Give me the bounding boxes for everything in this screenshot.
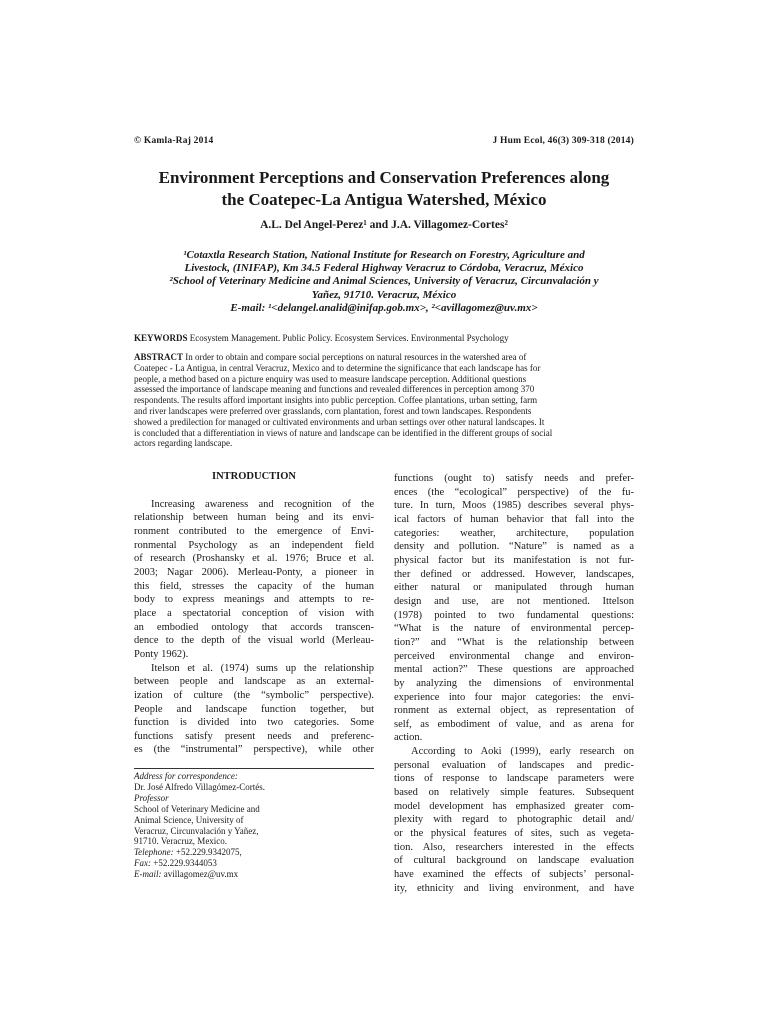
abstract-line: people, a method based on a picture enquiry was used to measure landscape perception. Additional questions (134, 373, 527, 384)
text-line: relationship between human being and its envi- (134, 512, 374, 524)
text-line: either natural or manipulated through human (394, 582, 634, 594)
correspondence-address-line: Veracruz, Circunvalación y Yañez, (134, 825, 259, 836)
text-line: between people and landscape as an external- (134, 676, 374, 688)
keywords-text: Ecosystem Management. Public Policy. Ecosystem Services. Environmental Psychology (189, 333, 509, 343)
text-line: based on relatively simple features. Subsequent (394, 787, 634, 799)
text-line: function is divided into two categories. Some (134, 717, 374, 729)
email-value: avillagomez@uv.mx (163, 869, 239, 880)
telephone-label: Telephone: (134, 847, 174, 858)
text-line: of research (Proshansky et al. 1976; Bruce et al. (134, 553, 374, 565)
text-line: ronment as external object, as representation of (394, 705, 634, 717)
paragraph (134, 662, 374, 758)
text-line: functions (ought to) satisfy needs and prefer- (394, 473, 634, 484)
abstract-line: actors regarding landscape. (134, 438, 233, 449)
text-line: place a spectatorial conception of vision with (134, 607, 374, 619)
text-line: (1978) pointed to two fundamental questions: (394, 609, 634, 621)
journal-citation-header: J Hum Ecol, 46(3) 309-318 (2014) (492, 136, 634, 146)
text-line: model development has emphasized greater com- (394, 800, 634, 812)
abstract-label: ABSTRACT (134, 352, 184, 362)
abstract-line: Coatepec - La Antigua, in central Veracruz, Mexico and to determine the significance that each landscape has for (134, 362, 541, 373)
text-line: Ponty 1962). (134, 648, 189, 660)
text-line: mental action?” These questions are approached (394, 664, 634, 676)
section-heading: INTRODUCTION (211, 471, 296, 482)
text-line: ther defined or addressed. However, landscapes, (394, 568, 634, 580)
left-column (134, 470, 374, 757)
authors: A.L. Del Angel-Perez¹ and J.A. Villagomez-Cortes² (260, 219, 508, 231)
abstract (134, 352, 634, 449)
text-line: design and use, are not mentioned. Ittelson (394, 595, 634, 607)
correspondence-address-line: 91710. Veracruz, Mexico. (134, 836, 228, 847)
abstract-line: showed a predilection for managed or cultivated environments and urban settings over other natural landscapes. It (134, 416, 545, 427)
text-line: Itelson et al. (1974) sums up the relationship (151, 662, 374, 674)
text-line: an embodied ontology that accords transcen- (134, 621, 374, 633)
text-line: have examined the effects of subjects’ personal- (394, 869, 634, 881)
text-line: dence to the depth of the visual world (Merleau- (134, 635, 374, 647)
paragraph (394, 745, 634, 895)
correspondence-label: Address for correspondence: (134, 771, 238, 781)
correspondence-title: Professor (134, 792, 169, 803)
right-column (394, 472, 634, 895)
text-line: “What is the nature of environmental percep- (394, 623, 634, 635)
article-title (100, 167, 668, 211)
copyright-header: © Kamla-Raj 2014 (134, 136, 214, 146)
text-line: personal evaluation of landscapes and predic- (394, 759, 634, 771)
paragraph (134, 498, 374, 662)
text-line: ical factors of human behavior that fall into the (394, 513, 634, 525)
text-line: tion?” and “What is the relationship between (394, 636, 634, 648)
text-line: tions of response to landscape parameters were (394, 773, 634, 785)
correspondence-address-line: School of Veterinary Medicine and (134, 803, 260, 814)
text-line: People and landscape function together, but (134, 703, 374, 715)
text-line: tion. Also, researchers interested in the effects (394, 841, 634, 853)
affiliation-line: Livestock, (INIFAP), Km 34.5 Federal Highway Veracruz to Córdoba, Veracruz, México (184, 262, 584, 275)
telephone-value: +52.229.9342075, (175, 847, 242, 858)
text-line: ronment contributed to the emergence of Envi- (134, 525, 374, 537)
abstract-line: and river landscapes were preferred over grasslands, corn plantation, forest and town landscapes. Respondents (134, 405, 532, 416)
text-line: this field, stresses the capacity of the human (134, 580, 374, 592)
text-line: perceived environmental change and environ- (394, 650, 634, 662)
email-line: E-mail: ¹<delangel.analid@inifap.gob.mx>, ²<avillagomez@uv.mx> (230, 301, 538, 314)
text-line: ity, ethnicity and living environment, and have (394, 882, 634, 894)
text-line: or the physical features of sites, such as vegeta- (394, 828, 634, 840)
text-line: density and pollution. “Nature” is named as a (394, 541, 634, 553)
email-label: E-mail: (134, 869, 162, 880)
text-line: ronmental Psychology as an independent field (134, 539, 374, 551)
text-line: functions satisfy present needs and preferenc- (134, 730, 374, 742)
text-line: ences (the “ecological” perspective) of the fu- (394, 486, 634, 498)
affiliation-line: Yañez, 91710. Veracruz, México (311, 288, 457, 301)
abstract-line: assessed the importance of landscape meaning and functions and revealed differences in perception among 370 (134, 384, 535, 395)
fax-label: Fax: (134, 858, 151, 869)
text-line: ization of culture (the “symbolic” perspective). (134, 689, 374, 701)
abstract-line: is concluded that a differentiation in views of nature and landscape can be identified in the different groups of social (134, 427, 553, 438)
footnote-rule (134, 768, 374, 769)
abstract-line: In order to obtain and compare social perceptions on natural resources in the watershed area of (185, 352, 527, 362)
text-line: action. (394, 732, 423, 744)
keywords (134, 333, 634, 343)
correspondence-address-line: Animal Science, University of (134, 814, 244, 825)
text-line: physical factor but its manifestation is not fur- (394, 554, 634, 566)
text-line: by analyzing the dimensions of environmental (394, 677, 634, 689)
text-line: ture. In turn, Moos (1985) describes several phys- (394, 500, 634, 512)
paragraph (394, 472, 634, 745)
affiliations (134, 249, 634, 315)
text-line: experience into four major categories: the envi- (394, 691, 634, 703)
text-line: categories: weather, architecture, population (394, 527, 634, 539)
text-line: plexity with regard to photographic detail and/ (394, 814, 634, 826)
text-line: body to express meanings and attempts to re- (134, 594, 374, 606)
correspondence-name: Dr. José Alfredo Villagómez-Cortés. (134, 781, 266, 792)
text-line: self, as embodiment of value, and as arena for (394, 718, 634, 730)
affiliation-line: ¹Cotaxtla Research Station, National Institute for Research on Forestry, Agriculture and (183, 249, 585, 261)
text-line: es (the “instrumental” perspective), while other (134, 744, 374, 756)
text-line: According to Aoki (1999), early research on (411, 746, 634, 758)
text-line: Increasing awareness and recognition of the (151, 498, 374, 510)
title-line: the Coatepec-La Antigua Watershed, México (221, 190, 547, 209)
text-line: 2003; Nagar 2006). Merleau-Ponty, a pioneer in (134, 566, 374, 578)
correspondence-block (134, 771, 374, 880)
abstract-line: respondents. The results afford important insights into public perception. Coffee plantations, urban setting, farm (134, 395, 538, 406)
fax-value: +52.229.9344053 (153, 858, 217, 869)
text-line: of cultural background on landscape evaluation (394, 855, 634, 867)
keywords-label: KEYWORDS (134, 333, 188, 343)
affiliation-line: ²School of Veterinary Medicine and Animal Sciences, University of Veracruz, Circunvalación y (169, 275, 599, 288)
title-line: Environment Perceptions and Conservation Preferences along (158, 168, 610, 187)
